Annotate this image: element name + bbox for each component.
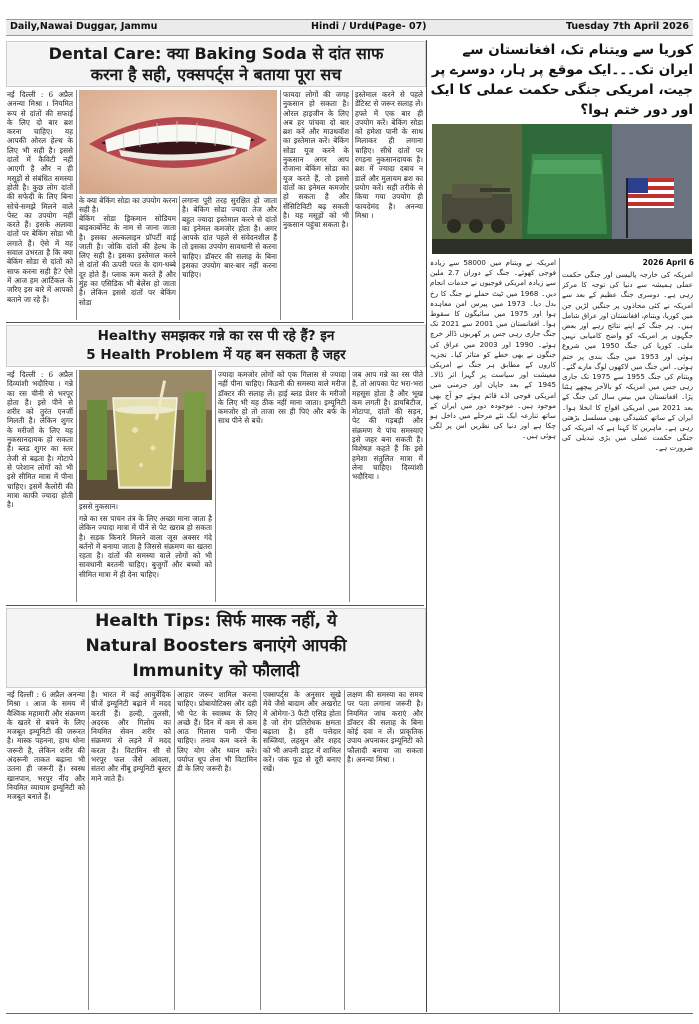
article1-headline-line2: करना है सही, एक्सपर्ट्स ने बताया पूरा सच [90, 65, 342, 84]
column-divider [559, 258, 560, 1012]
issue-date: Tuesday 7th April 2026 [565, 21, 689, 32]
masthead [0, 0, 699, 40]
column-divider [76, 90, 77, 320]
article1-column-2: बेकिंग सोडा ड्रिकमान सोडियम बाइकार्बोनेट के नाम से जाना जाता है। इसका अल्कलाइन प्रॉपर्टी वाई जाती है। जोकि दांतों की हेल्थ के लिए सही है। इसका इस्तेमाल करने से दांतों की ऊपरी परत के दाग-धब्बे दूर होते हैं। प्लाक कम करते हैं और मुंह का एसिडिक भी बेलेंस हो जाता है। लेकिन इससे दांतों पर बेकिंग सोडा [79, 214, 176, 307]
column-divider [344, 690, 345, 1010]
section-divider-vertical [426, 40, 427, 1012]
article1-column-3: लगाना पूरी तरह सुरक्षित हो जाता है। बेकिंग सोडा ज्यादा तेज और बहुत ज्यादा इस्तेमाल करने से दांतों का इनेमल कमजोर होता है। अगर आपके दांत पहले से संवेदनशील हैं तो इसका उपयोग सावधानी से करना चाहिए। डॉक्टर की सलाह के बिना इसका उपयोग बार-बार नहीं करना चाहिए। [182, 196, 277, 280]
urdu-dateline: 2026 April 6 [642, 258, 694, 267]
section-divider [6, 605, 424, 606]
column-divider [76, 370, 77, 602]
article2-headline [6, 325, 426, 367]
page-number: (Page- 07) [371, 21, 427, 32]
column-divider [215, 370, 216, 602]
article1-column-1: नई दिल्ली : 6 अप्रैल अनन्या मिश्रा । नियमित रूप से दांतों की सफाई के लिए दो बार ब्रश करना चाहिए। यह आपकी ओरल हेल्थ के लिए भी सही है। इससे दांतों में कैविटी नहीं आएगी है और न ही मसूड़ों से संबंधित समस्या होती है। कुछ लोग दांतों की सफेदी के लिए बिना सोचे-समझे मिलने वाले पेस्ट का उपयोग नहीं करते हैं। इसके अलावा दांतों पर बेकिंग सोडा भी लगाते हैं। ऐसे में यह सवाल उभरता है कि क्या बेकिंग सोडा से दांतों को साफ करना सही है? ऐसे में आज हम आर्टिकल के जरिए इस बारे में आपको बताने जा रहे हैं। [7, 90, 73, 304]
column-divider [88, 690, 89, 1010]
article1-headline-line1: Dental Care: क्या Baking Soda से दांत साफ [48, 44, 384, 63]
article3-headline-line3: Immunity को फौलादी [132, 661, 300, 681]
war-collage-image [432, 124, 692, 254]
article3-column-3: आहार जरूर शामिल करना चाहिए। प्रोबायोटिक्स और दही भी पेट के स्वास्थ्य के लिए अच्छे हैं। दिन में कम से कम आठ गिलास पानी पीना चाहिए। तनाव कम करने के लिए योग और ध्यान करें। पर्याप्त धूप लेना भी विटामिन डी के लिए जरूरी है। [177, 690, 257, 774]
paper-name: Daily,Nawai Duggar, Jammu [10, 21, 158, 32]
smile-image [79, 90, 277, 194]
masthead-bar [6, 19, 693, 36]
war-collage-photo [432, 124, 692, 254]
column-divider [349, 370, 350, 602]
urdu-column-1: امریکہ کی خارجہ پالیسی اور جنگی حکمت عملی ہمیشہ سے دنیا کی توجہ کا مرکز رہی ہے۔ دوسری جنگ عظیم کے بعد سے امریکہ نے کئی محاذوں پر جنگیں لڑیں جن میں کوریا، ویتنام، افغانستان اور عراق شامل ہیں۔ ہر جنگ کے اپنے نتائج رہے اور بعض جگہوں پر امریکہ کو واضح کامیابی نہیں ملی۔ کوریا کی جنگ 1950 میں شروع ہوئی اور 1953 میں جنگ بندی پر ختم ہوئی۔ اس جنگ میں لاکھوں لوگ مارے گئے۔ ویتنام کی جنگ 1955 سے 1975 تک جاری رہی جس میں امریکہ کو بالآخر پیچھے ہٹنا پڑا۔ افغانستان میں بیس سال کی جنگ کے بعد 2021 میں امریکی افواج کا انخلا ہوا۔ ایران کے ساتھ کشیدگی بھی مسلسل بڑھتی رہی ہے۔ ماہرین کا کہنا ہے کہ امریکہ کی جنگی حکمت عملی میں بڑی تبدیلی کی ضرورت ہے۔ [562, 270, 693, 453]
page-footer-rule [6, 1013, 693, 1020]
column-divider [179, 196, 180, 320]
article1-column-5: इस्तेमाल करने से पहले डेंटिस्ट से जरूर सलाह लें। हफ्ते में एक बार ही उपयोग करें। बेकिंग सोडा को हमेशा पानी के साथ मिलाकर ही लगाना चाहिए। सीधे दांतों पर रगड़ना नुकसानदायक है। ब्रश में ज्यादा दबाव न डालें और मुलायम ब्रश का प्रयोग करें। सही तरीके से किया गया उपयोग ही फायदेमंद है। अनन्या मिश्रा । [355, 90, 423, 220]
column-divider [352, 90, 353, 320]
article1-photo-caption: के क्या बेकिंग सोडा का उपयोग करना सही है। [79, 196, 178, 214]
urdu-headline: کوریا سے ویتنام تک، افغانستان سے ایران تک۔۔۔ایک موقع پر ہار، دوسرے پر جیت، امریکی جنگی حکمت عملی کا ایک اور دور ختم ہوا؟ [430, 42, 693, 118]
article3-headline-line2: Natural Boosters बनाएंगे आपकी [85, 636, 347, 656]
column-divider [174, 690, 175, 1010]
article2-headline-line2: 5 Health Problem में यह बन सकता है जहर [86, 347, 346, 363]
article2-column-3: ज्यादा कमजोर लोगों को एक गिलास से ज्यादा नहीं पीना चाहिए। किडनी की समस्या वाले मरीज डॉक्टर की सलाह लें। हाई ब्लड प्रेशर के मरीजों के लिए भी यह ठीक नहीं माना जाता। इम्यूनिटी कमजोर हो तो ताजा रस ही पिएं और बर्फ के साथ पीने से बचें। [218, 370, 346, 426]
article2-photo-caption: इससे नुकसान। [79, 502, 119, 511]
section-divider [6, 322, 424, 323]
language-label: Hindi / Urdu [311, 21, 376, 32]
article3-column-1: नई दिल्ली : 6 अप्रैल अनन्या मिश्रा । आज के समय में वैश्विक महामारी और संक्रमण के खतरे से बचने के लिए मजबूत इम्यूनिटी की जरूरत है। मास्क पहनना, हाथ धोना जरूरी है, लेकिन शरीर की अंदरूनी ताकत बढ़ाना भी उतना ही जरूरी है। स्वस्थ खानपान, भरपूर नींद और नियमित व्यायाम इम्यूनिटी को मजबूत बनाते हैं। [7, 690, 85, 802]
article2-column-1: नई दिल्ली : 6 अप्रैल दिव्यांशी भदौरिया । गन्ने का रस चीनी से भरपूर होता है। इसे पीने से शरीर को तुरंत एनर्जी मिलती है। लेकिन शुगर के मरीजों के लिए यह नुकसानदायक हो सकता है। ब्लड शुगर का स्तर तेजी से बढ़ता है। मोटापे से परेशान लोगों को भी इसे सीमित मात्रा में पीना चाहिए। इसमें कैलोरी की मात्रा काफी ज्यादा होती है। [7, 370, 73, 510]
article2-headline-line1: Healthy समझकर गन्ने का रस पी रहे हैं? इन [97, 328, 335, 344]
article2-column-4: जब आप गन्ने का रस पीते हैं, तो आपका पेट भरा-भरा महसूस होता है और भूख कम लगती है। डायबिटीज, मोटापा, दांतों की सड़न, पेट की गड़बड़ी और संक्रमण ये पांच समस्याएं इसे जहर बना सकती हैं। विशेषज्ञ कहते हैं कि इसे हमेशा संतुलित मात्रा में लेना चाहिए। दिव्यांशी भदौरिया । [352, 370, 423, 482]
article3-headline [6, 608, 426, 688]
sugarcane-juice-photo [79, 370, 212, 500]
article3-column-4: एक्सपर्ट्स के अनुसार सूखे मेवे जैसे बादाम और अखरोट में ओमेगा-3 फैटी एसिड होता है जो रोग प्रतिरोधक क्षमता बढ़ाता है। हरी पत्तेदार सब्जियां, लहसुन और शहद को भी अपनी डाइट में शामिल करें। जंक फूड से दूरी बनाए रखें। [263, 690, 341, 774]
article3-column-5: लक्षण की समस्या का समय पर पता लगाना जरूरी है। नियमित जांच कराएं और डॉक्टर की सलाह के बिना कोई दवा न लें। प्राकृतिक उपाय अपनाकर इम्यूनिटी को फौलादी बनाया जा सकता है। अनन्या मिश्रा । [347, 690, 423, 765]
urdu-column-2: امریکہ نے ویتنام میں 58000 سے زیادہ فوجی کھوئے۔ جنگ کے دوران 2.7 ملین سے زیادہ امریکی فوجیوں نے خدمات انجام دیں۔ 1968 میں ٹیٹ حملے نے جنگ کا رخ بدل دیا۔ 1973 میں پیرس امن معاہدہ ہوا اور 1975 میں سائیگون کا سقوط ہوا۔ افغانستان میں 2001 سے 2021 تک جنگ جاری رہی جس پر کھربوں ڈالر خرچ ہوئے۔ 1990 اور 2003 میں عراق کی جنگوں نے بھی خطے کو متاثر کیا۔ تجزیہ کاروں کے مطابق ہر جنگ نے امریکی معیشت اور سیاست پر گہرا اثر ڈالا۔ 1945 کے بعد جاپان اور جرمنی میں امریکی فوجی اڈے قائم ہوئے جو آج بھی موجود ہیں۔ موجودہ دور میں ایران کے ساتھ تنازعہ ایک نئے مرحلے میں داخل ہو چکا ہے اور دنیا کی نظریں اس پر لگی ہوئی ہیں۔ [430, 258, 556, 441]
article3-headline-line1: Health Tips: सिर्फ मास्क नहीं, ये [95, 611, 337, 631]
juice-glass-image [79, 370, 212, 500]
column-divider [260, 690, 261, 1010]
article1-column-4: फायदा लोगों की जगह नुकसान हो सकता है। ओरल हाइजीन के लिए अब हर पांचवा दो बार ब्रश करें और माउथवॉश का इस्तेमाल करें। बेकिंग सोडा यूज करने के नुकसान अगर आप रोजाना बेकिंग सोडा का यूज करते हैं, तो इससे दांतों का इनेमल कमजोर हो सकता है और सेंसिटिविटी बढ़ सकती है। यह मसूड़ों को भी नुकसान पहुंचा सकता है। [283, 90, 349, 230]
column-divider [280, 90, 281, 320]
article3-column-2: है। भारत में कई आयुर्वेदिक चीजें इम्यूनिटी बढ़ाने में मदद करती हैं। हल्दी, तुलसी, अदरक और गिलोय का नियमित सेवन शरीर को संक्रमण से लड़ने में मदद करता है। विटामिन सी से भरपूर फल जैसे आंवला, संतरा और नींबू इम्यूनिटी बूस्टर माने जाते हैं। [91, 690, 171, 783]
teeth-smile-photo [79, 90, 277, 194]
article2-column-2: गन्ने का रस पाचन तंत्र के लिए अच्छा माना जाता है लेकिन ज्यादा मात्रा में पीने से पेट खराब हो सकता है। सड़क किनारे मिलने वाला जूस अक्सर गंदे बर्तनों में बनाया जाता है जिससे संक्रमण का खतरा रहता है। दांतों की समस्या वाले लोगों को भी सावधानी बरतनी चाहिए। बुजुर्गों और बच्चों को सीमित मात्रा में ही देना चाहिए। [79, 514, 212, 579]
article1-headline [6, 41, 426, 87]
